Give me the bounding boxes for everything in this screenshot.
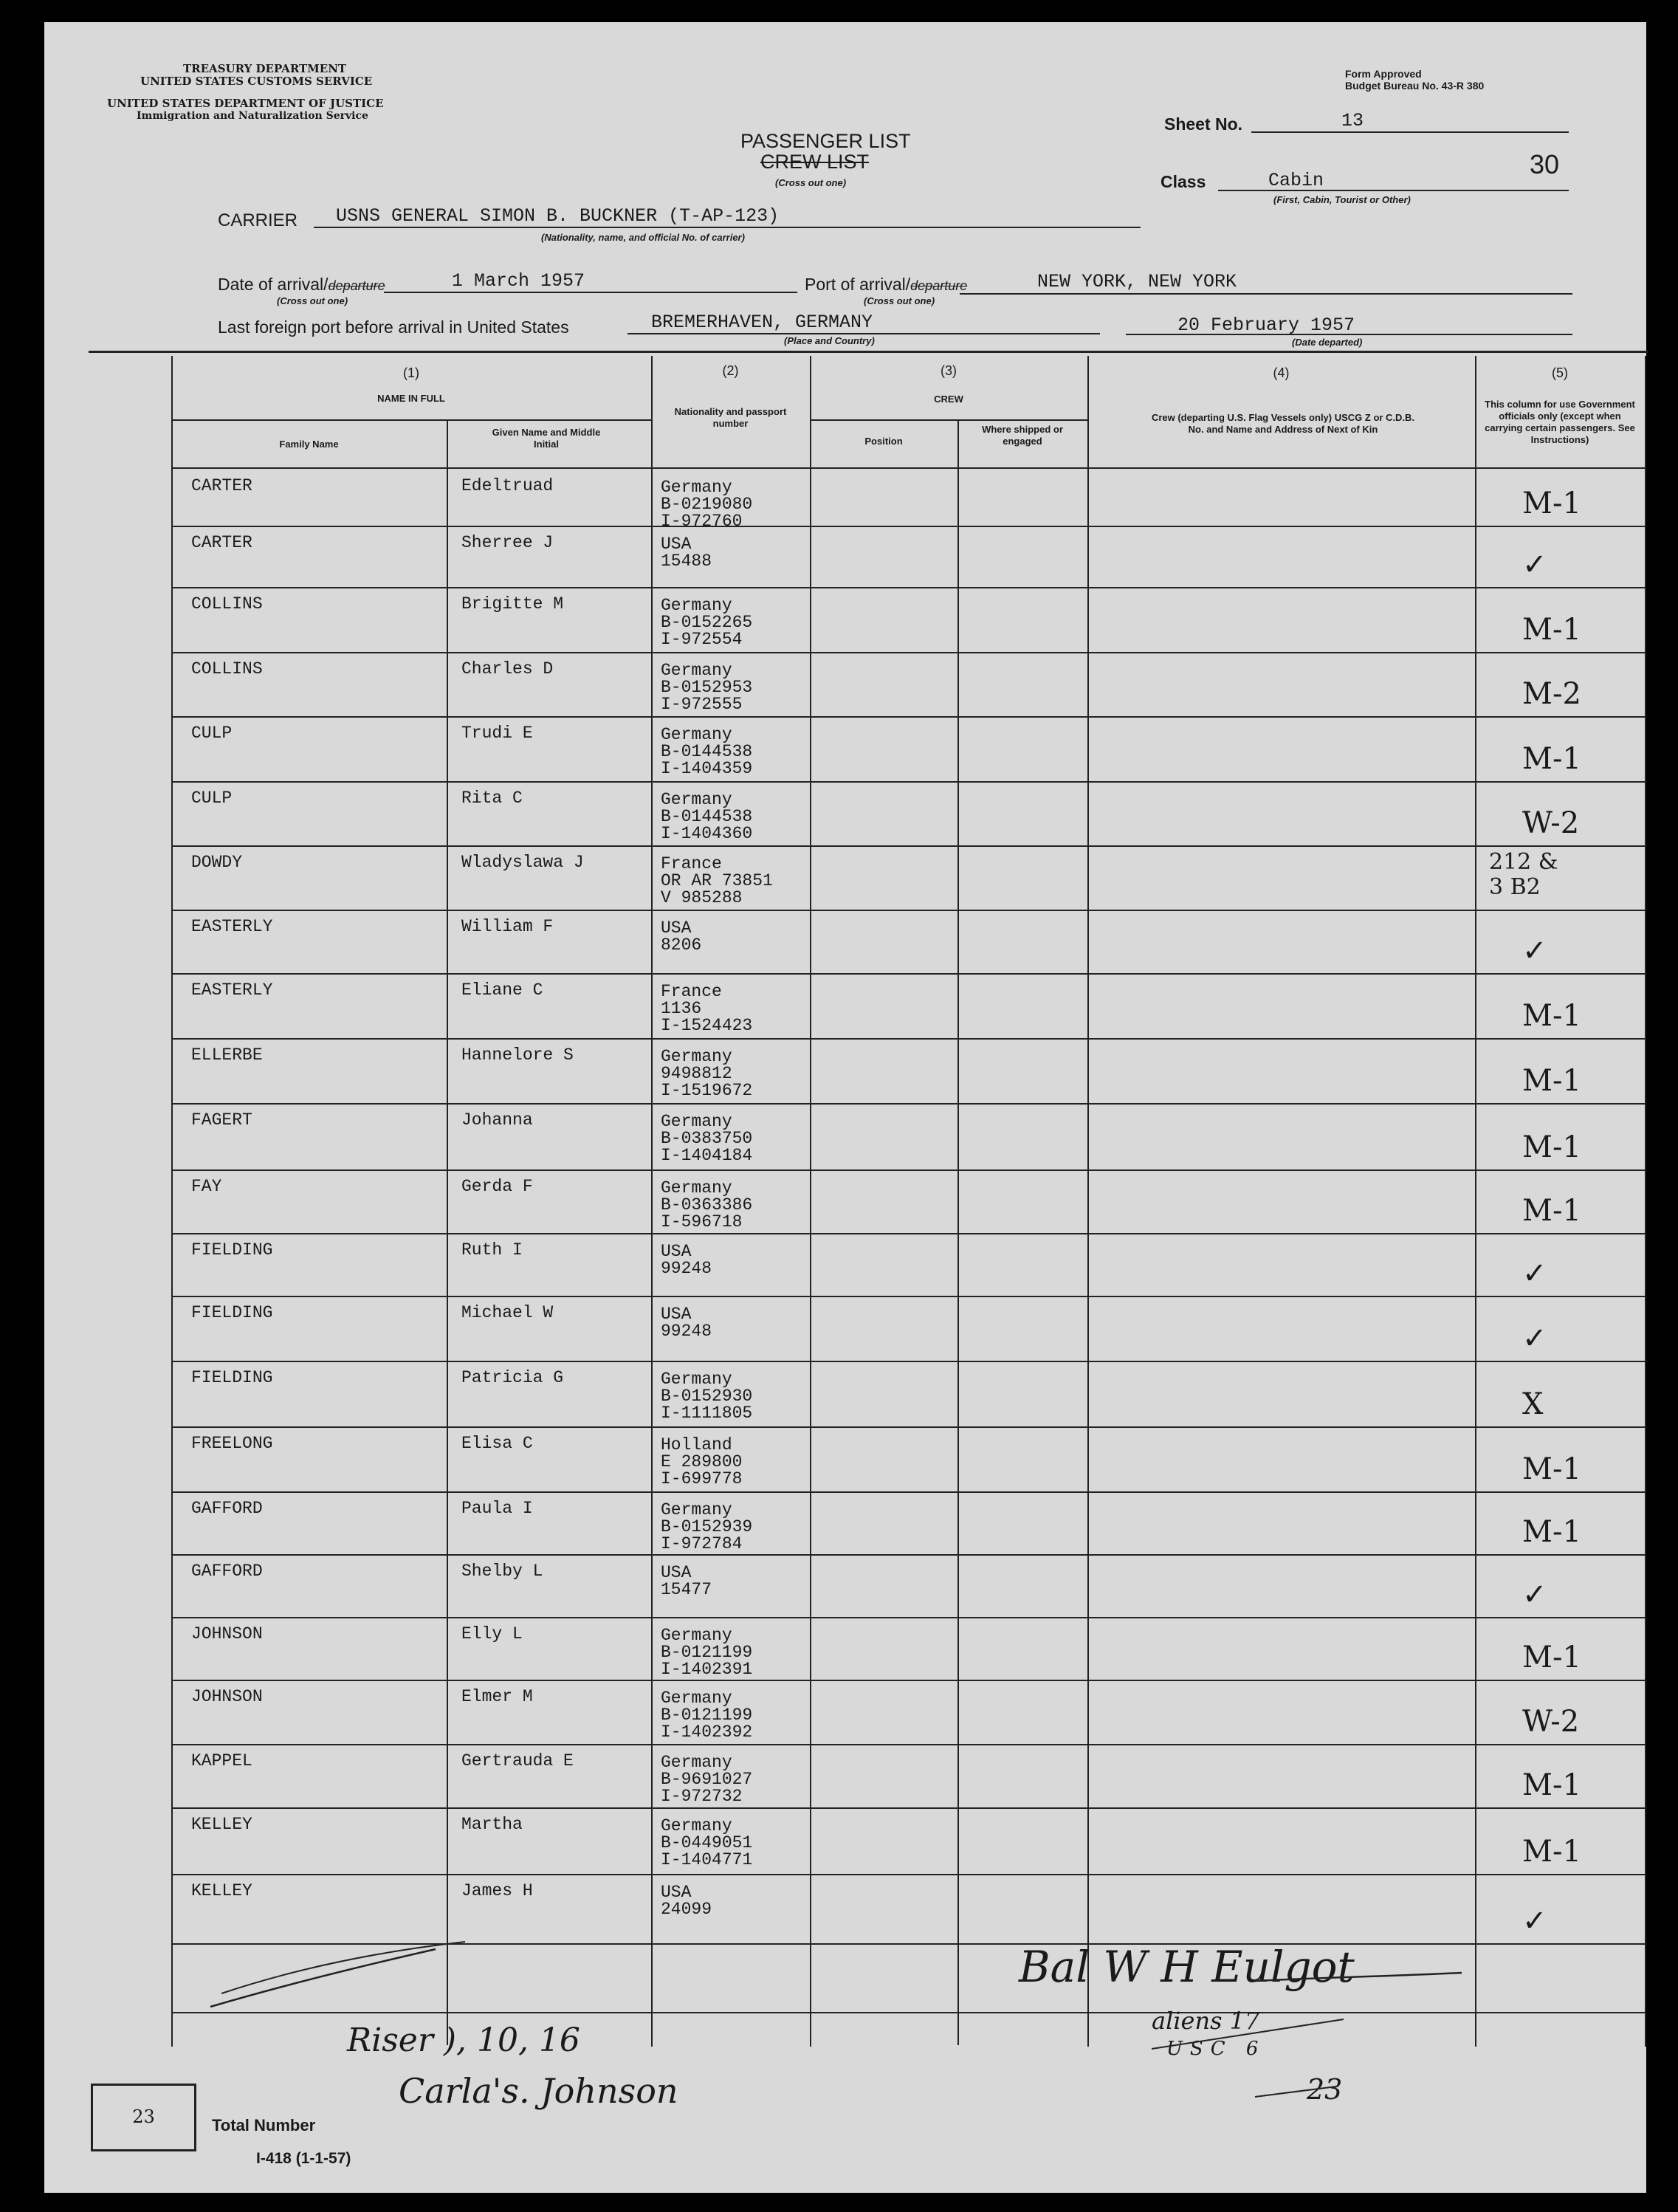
nationality-passport-line: OR AR 73851 [661,871,773,890]
nationality-passport-line: Germany [661,725,732,744]
nationality-passport-line: I-596718 [661,1212,743,1232]
col1-given: Given Name and Middle Initial [492,427,601,450]
official-mark: W-2 [1522,1705,1580,1739]
given-name: James H [461,1881,533,1900]
given-name: Michael W [461,1303,554,1322]
given-name: Wladyslawa J [461,853,584,872]
family-name: JOHNSON [191,1624,263,1643]
nationality-passport-line: USA [661,535,692,554]
nationality-passport-line: 1136 [661,999,702,1018]
nationality-passport-line: B-0152930 [661,1387,753,1406]
agency-customs: UNITED STATES CUSTOMS SERVICE [140,75,373,88]
total-box [91,2084,196,2151]
nationality-passport-line: I-972732 [661,1787,743,1806]
official-mark: ✓ [1522,1904,1547,1938]
class-value: Cabin [1268,170,1324,191]
given-name: Shelby L [461,1562,543,1581]
given-name: Sherree J [461,533,554,552]
col4-title: Crew (departing U.S. Flag Vessels only) USCG Z or C.D.B. No. and Name and Address of Next of Kin [1151,412,1415,435]
family-name: FIELDING [191,1368,273,1387]
hand-name: Carla's. Johnson [399,2071,678,2111]
given-name: Elisa C [461,1434,533,1453]
nationality-passport-line: B-0144538 [661,807,753,826]
nationality-passport-line: Germany [661,790,732,809]
family-name: ELLERBE [191,1045,263,1065]
nationality-passport-line: 8206 [661,935,702,955]
nationality-passport-line: I-972760 [661,512,743,531]
nationality-passport-line: B-0144538 [661,742,753,761]
official-mark: W-2 [1522,806,1580,840]
col3-num: (3) [941,363,957,378]
given-name: Hannelore S [461,1045,574,1065]
agency-ins: Immigration and Naturalization Service [137,110,368,122]
official-mark: M-1 [1522,613,1581,647]
col1-num: (1) [403,365,419,380]
family-name: DOWDY [191,853,243,872]
hand-alien: aliens 17 [1152,2007,1260,2035]
official-mark: M-1 [1522,487,1581,521]
family-name: FIELDING [191,1240,273,1260]
given-name: Brigitte M [461,594,564,614]
nationality-passport-line: USA [661,1883,692,1902]
total-label: Total Number [212,2116,316,2134]
hand-total: 23 [1307,2073,1343,2106]
class-label: Class [1160,172,1206,191]
nationality-passport-line: B-0121199 [661,1706,753,1725]
family-name: JOHNSON [191,1687,263,1706]
nationality-passport-line: Holland [661,1435,732,1454]
date-label-text: Date of arrival/ [218,275,329,294]
nationality-passport-line: I-1404359 [661,759,753,778]
nationality-passport-line: Germany [661,1112,732,1131]
nationality-passport-line: B-0152265 [661,613,753,632]
given-name: Rita C [461,789,523,808]
family-name: COLLINS [191,659,263,679]
col1-family: Family Name [279,439,339,450]
official-mark: M-2 [1522,677,1581,711]
official-mark: X [1522,1387,1544,1421]
budget-bureau: Budget Bureau No. 43-R 380 [1345,80,1485,92]
last-port-value: BREMERHAVEN, GERMANY [651,312,873,333]
nationality-passport-line: I-1524423 [661,1016,753,1035]
nationality-passport-line: B-0152953 [661,678,753,697]
given-name: Paula I [461,1499,533,1518]
date-struck-word: departure [328,278,385,293]
nationality-passport-line: B-0383750 [661,1129,753,1148]
official-mark: M-1 [1522,1641,1581,1675]
official-mark: M-1 [1522,1130,1581,1164]
nationality-passport-line: 24099 [661,1900,712,1919]
family-name: EASTERLY [191,980,273,1000]
nationality-passport-line: B-0363386 [661,1195,753,1215]
form-approved: Form Approved [1345,68,1422,80]
given-name: Elly L [461,1624,523,1643]
nationality-passport-line: I-1404771 [661,1850,753,1869]
official-mark: 212 & 3 B2 [1489,849,1558,900]
nationality-passport-line: Germany [661,478,732,497]
nationality-passport-line: I-1111805 [661,1404,753,1423]
nationality-passport-line: I-1402392 [661,1722,753,1742]
nationality-passport-line: Germany [661,1370,732,1389]
col4-num: (4) [1273,365,1290,380]
official-mark: ✓ [1522,1578,1547,1612]
col3-shipped: Where shipped or engaged [982,424,1063,447]
official-mark: M-1 [1522,742,1581,776]
nationality-passport-line: B-0152939 [661,1517,753,1536]
official-mark: M-1 [1522,1835,1581,1869]
last-port-note: (Place and Country) [784,335,875,346]
official-mark: M-1 [1522,1768,1581,1802]
given-name: Charles D [461,659,554,679]
hand-totals: Riser ), 10, 16 [347,2022,580,2059]
port-label-text: Port of arrival/ [805,275,911,294]
nationality-passport-line: Germany [661,1816,732,1835]
nationality-passport-line: Germany [661,1178,732,1198]
hand-signature-right: Bal W H Eulgot [1019,1942,1355,1992]
official-mark: ✓ [1522,1257,1547,1291]
sheet-label: Sheet No. [1164,114,1243,134]
nationality-passport-line: B-0121199 [661,1643,753,1662]
given-name: Trudi E [461,724,533,743]
family-name: GAFFORD [191,1499,263,1518]
nationality-passport-line: I-1404184 [661,1146,753,1165]
last-port-label: Last foreign port before arrival in United States [218,317,569,337]
nationality-passport-line: Germany [661,1626,732,1645]
nationality-passport-line: Germany [661,596,732,615]
col5-num: (5) [1552,365,1568,380]
official-mark: ✓ [1522,934,1547,968]
family-name: CARTER [191,533,252,552]
given-name: Johanna [461,1110,533,1130]
given-name: Gerda F [461,1177,533,1196]
class-note: (First, Cabin, Tourist or Other) [1273,194,1411,205]
carrier-value: USNS GENERAL SIMON B. BUCKNER (T-AP-123) [336,205,780,227]
official-mark: M-1 [1522,999,1581,1033]
given-name: Gertrauda E [461,1751,574,1770]
given-name: Elmer M [461,1687,533,1706]
family-name: GAFFORD [191,1562,263,1581]
title-note: (Cross out one) [775,177,847,188]
nationality-passport-line: B-0219080 [661,495,753,514]
family-name: EASTERLY [191,917,273,936]
date-departed-note: (Date departed) [1292,337,1363,348]
nationality-passport-line: V 985288 [661,888,743,907]
nationality-passport-line: Germany [661,1753,732,1772]
col3-title: CREW [934,394,963,405]
family-name: FAY [191,1177,222,1196]
nationality-passport-line: Germany [661,1500,732,1519]
family-name: CULP [191,789,233,808]
official-mark: M-1 [1522,1515,1581,1549]
class-handwritten: 30 [1530,149,1560,179]
nationality-passport-line: 99248 [661,1322,712,1341]
nationality-passport-line: 15477 [661,1580,712,1599]
port-value: NEW YORK, NEW YORK [1037,271,1237,292]
agency-justice: UNITED STATES DEPARTMENT OF JUSTICE [107,97,384,110]
official-mark: ✓ [1522,1322,1547,1356]
nationality-passport-line: 9498812 [661,1064,732,1083]
nationality-passport-line: 15488 [661,552,712,571]
nationality-passport-line: I-972554 [661,630,743,649]
family-name: CARTER [191,476,252,495]
nationality-passport-line: USA [661,1563,692,1582]
title-crew-list: CREW LIST [760,151,870,173]
col2-title: Nationality and passport number [674,406,787,429]
family-name: FIELDING [191,1303,273,1322]
nationality-passport-line: I-699778 [661,1469,743,1488]
nationality-passport-line: Germany [661,1689,732,1708]
family-name: COLLINS [191,594,263,614]
nationality-passport-line: I-972555 [661,695,743,714]
sheet-value: 13 [1341,110,1364,131]
port-note: (Cross out one) [864,295,935,306]
family-name: KELLEY [191,1881,252,1900]
family-name: FAGERT [191,1110,252,1130]
col3-position: Position [864,436,903,447]
given-name: Martha [461,1815,523,1834]
official-mark: M-1 [1522,1064,1581,1098]
nationality-passport-line: France [661,982,722,1001]
nationality-passport-line: USA [661,1305,692,1324]
official-mark: M-1 [1522,1194,1581,1228]
carrier-label: CARRIER [218,210,298,230]
nationality-passport-line: USA [661,918,692,938]
nationality-passport-line: B-9691027 [661,1770,753,1789]
given-name: Edeltruad [461,476,554,495]
date-value: 1 March 1957 [452,270,585,292]
nationality-passport-line: USA [661,1242,692,1261]
agency-treasury: TREASURY DEPARTMENT [183,62,347,75]
family-name: FREELONG [191,1434,273,1453]
nationality-passport-line: I-1404360 [661,824,753,843]
total-box-value: 23 [132,2106,155,2127]
col2-num: (2) [722,363,739,378]
col5-title: This column for use Government officials only (except when carrying certain passengers. See Instructions) [1485,399,1635,445]
date-departed-value: 20 February 1957 [1177,315,1355,336]
form-number: I-418 (1-1-57) [256,2150,351,2167]
col1-title: NAME IN FULL [377,393,445,404]
family-name: KELLEY [191,1815,252,1834]
official-mark: ✓ [1522,548,1547,582]
given-name: Ruth I [461,1240,523,1260]
title-passenger-list: PASSENGER LIST [740,130,911,152]
hand-usc: USC 6 [1166,2038,1266,2060]
nationality-passport-line: I-1519672 [661,1081,753,1100]
nationality-passport-line: 99248 [661,1259,712,1278]
given-name: Eliane C [461,980,543,1000]
port-struck-word: departure [910,278,968,293]
nationality-passport-line: France [661,854,722,873]
nationality-passport-line: B-0449051 [661,1833,753,1852]
family-name: CULP [191,724,233,743]
official-mark: M-1 [1522,1452,1581,1486]
family-name: KAPPEL [191,1751,252,1770]
given-name: William F [461,917,554,936]
nationality-passport-line: Germany [661,1047,732,1066]
nationality-passport-line: I-972784 [661,1534,743,1553]
given-name: Patricia G [461,1368,564,1387]
nationality-passport-line: E 289800 [661,1452,743,1471]
nationality-passport-line: I-1402391 [661,1660,753,1679]
nationality-passport-line: Germany [661,661,732,680]
carrier-note: (Nationality, name, and official No. of carrier) [541,232,745,243]
date-note: (Cross out one) [277,295,348,306]
